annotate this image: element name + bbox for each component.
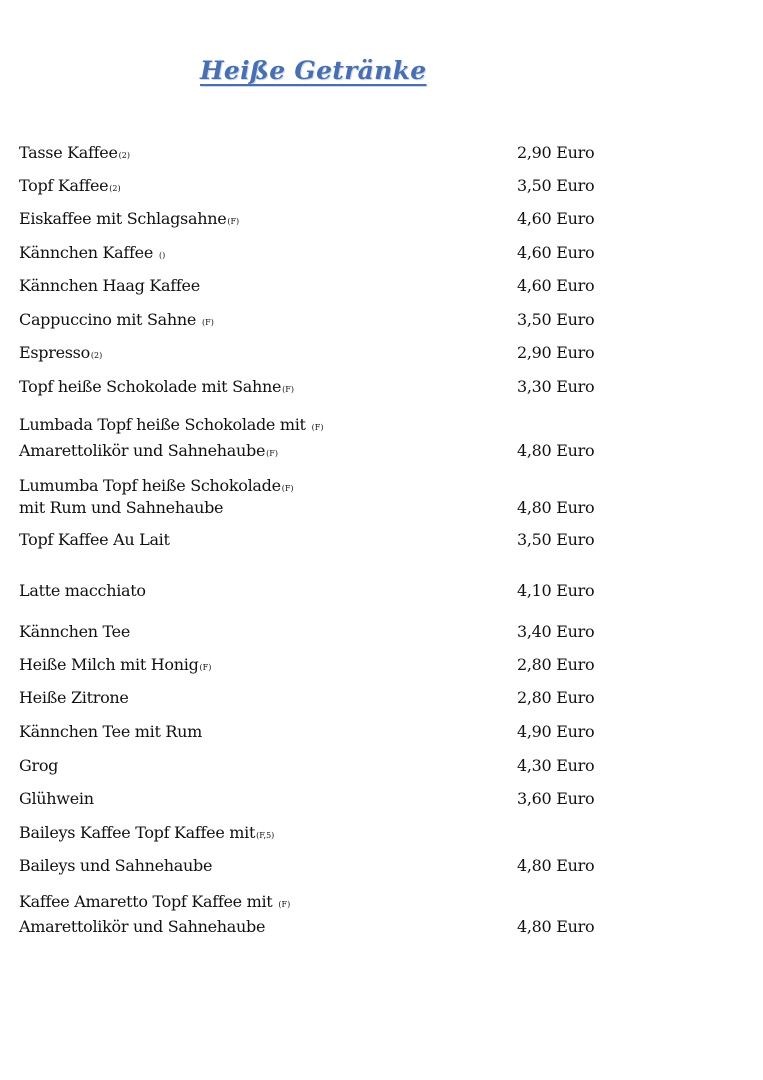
menu-item-price: 3,40 Euro <box>517 622 595 641</box>
allergen-note: (F) <box>266 449 278 458</box>
menu-item-price: 4,80 Euro <box>517 441 595 460</box>
menu-item-name-line2: Baileys und Sahnehaube <box>19 856 213 875</box>
menu-item-price: 4,60 Euro <box>517 243 595 262</box>
menu-item-price: 4,10 Euro <box>517 581 595 600</box>
menu-item-name: Lumumba Topf heiße Schokolade(F) <box>19 476 294 495</box>
menu-item-name: Topf heiße Schokolade mit Sahne(F) <box>19 377 294 396</box>
menu-item-name: Heiße Zitrone <box>19 688 129 707</box>
menu-item-price: 2,80 Euro <box>517 655 595 674</box>
menu-item-name-line2: Amarettolikör und Sahnehaube(F) <box>19 441 278 460</box>
allergen-note: (F) <box>278 900 291 909</box>
menu-item-price: 4,60 Euro <box>517 209 595 228</box>
menu-item-price: 4,60 Euro <box>517 276 595 295</box>
menu-item-name: Latte macchiato <box>19 581 146 600</box>
menu-item-name: Topf Kaffee Au Lait <box>19 530 170 549</box>
menu-item-name: Kaffee Amaretto Topf Kaffee mit (F) <box>19 892 291 911</box>
menu-item-price: 2,90 Euro <box>517 343 595 362</box>
allergen-note: (F) <box>311 423 324 432</box>
allergen-note: (F,5) <box>256 831 275 840</box>
menu-item-price: 3,50 Euro <box>517 530 595 549</box>
menu-item-price: 4,90 Euro <box>517 722 595 741</box>
allergen-note: (F) <box>282 385 294 394</box>
menu-item-name: Tasse Kaffee(2) <box>19 143 130 162</box>
allergen-note: (2) <box>90 351 103 360</box>
menu-item-name: Baileys Kaffee Topf Kaffee mit(F,5) <box>19 823 275 842</box>
allergen-note: (F) <box>281 484 294 493</box>
menu-item-name: Kännchen Haag Kaffee <box>19 276 200 295</box>
menu-item-price: 4,30 Euro <box>517 756 595 775</box>
menu-item-name: Lumbada Topf heiße Schokolade mit (F) <box>19 415 324 434</box>
menu-item-name: Topf Kaffee(2) <box>19 176 121 195</box>
menu-item-name: Heiße Milch mit Honig(F) <box>19 655 212 674</box>
allergen-note: (2) <box>109 184 121 193</box>
allergen-note: (F) <box>202 318 214 327</box>
menu-item-price: 3,50 Euro <box>517 176 595 195</box>
menu-item-price: 3,60 Euro <box>517 789 595 808</box>
menu-item-price: 4,80 Euro <box>517 498 595 517</box>
page-title: Heiße Getränke <box>200 56 427 85</box>
menu-item-price: 2,90 Euro <box>517 143 595 162</box>
allergen-note: (F) <box>199 663 212 672</box>
allergen-note: () <box>159 251 166 260</box>
menu-item-name: Kännchen Tee mit Rum <box>19 722 203 741</box>
allergen-note: (2) <box>118 151 130 160</box>
menu-item-price: 4,80 Euro <box>517 917 595 936</box>
menu-item-price: 2,80 Euro <box>517 688 595 707</box>
menu-item-price: 3,30 Euro <box>517 377 595 396</box>
menu-item-name: Kännchen Kaffee () <box>19 243 166 262</box>
allergen-note: (F) <box>227 217 240 226</box>
menu-item-name: Eiskaffee mit Schlagsahne(F) <box>19 209 240 228</box>
menu-item-name: Kännchen Tee <box>19 622 130 641</box>
menu-item-name: Glühwein <box>19 789 94 808</box>
menu-item-name-line2: mit Rum und Sahnehaube <box>19 498 224 517</box>
menu-item-price: 4,80 Euro <box>517 856 595 875</box>
menu-item-name: Cappuccino mit Sahne (F) <box>19 310 214 329</box>
menu-item-name-line2: Amarettolikör und Sahnehaube <box>19 917 266 936</box>
menu-item-name: Espresso(2) <box>19 343 103 362</box>
menu-item-name: Grog <box>19 756 59 775</box>
menu-item-price: 3,50 Euro <box>517 310 595 329</box>
